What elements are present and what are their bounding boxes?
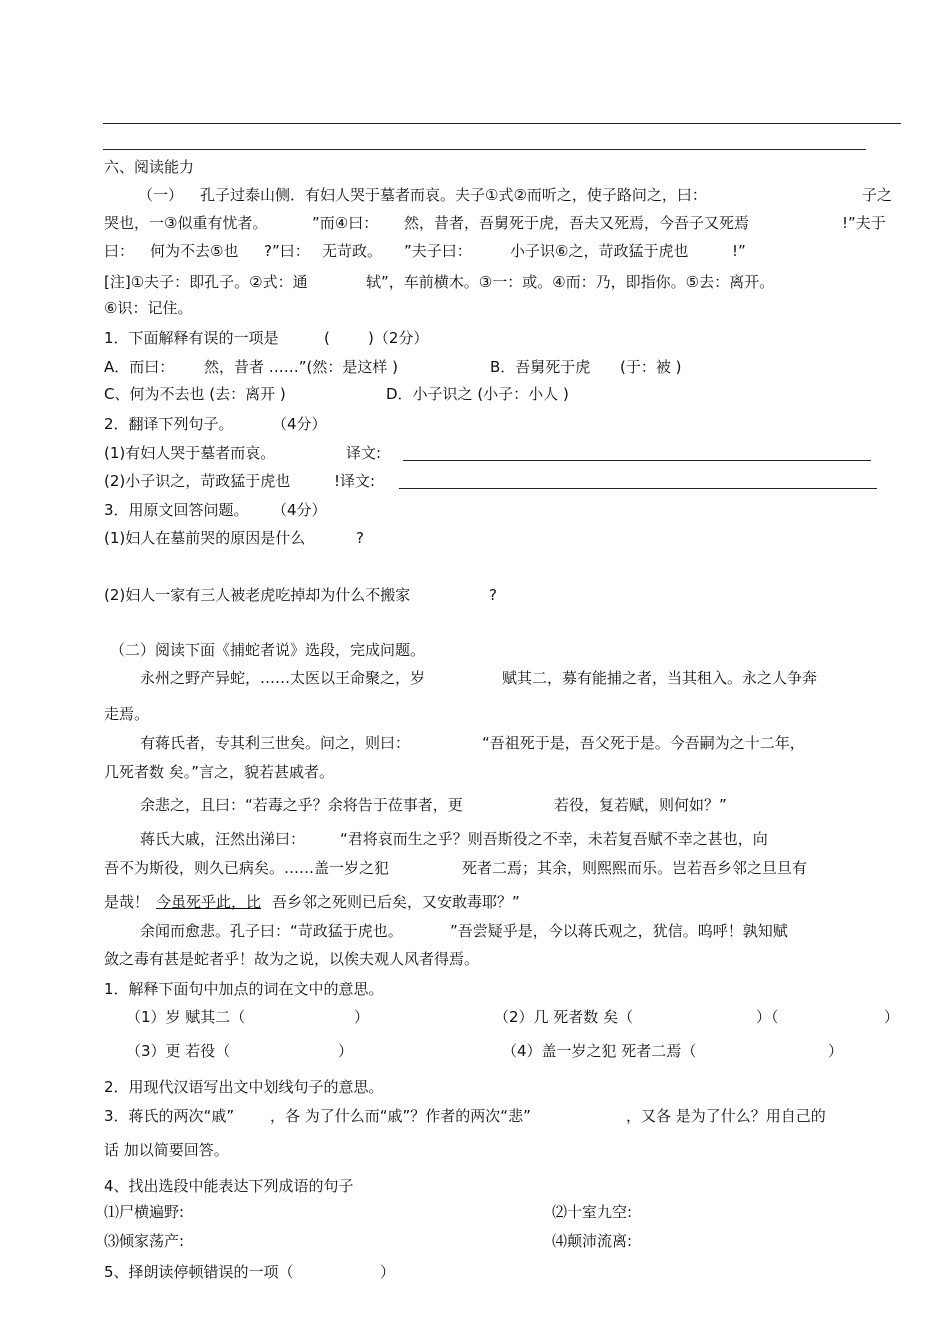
q1-1-option-d: D．小子识之 (小子：小人 ) — [386, 385, 569, 403]
passage1-line1: 孔子过泰山侧．有妇人哭于墓者而哀。夫子①式②而听之，使子路问之，曰： — [200, 186, 707, 204]
passage2-p2-c: 几死者数 矣。”言之，貌若甚戚者。 — [104, 763, 335, 781]
passage1-line3-d: 无苛政。 — [322, 242, 383, 260]
q1-2: 2．翻译下列句子。 — [104, 415, 234, 433]
passage2-p1-a: 永州之野产异蛇，……太医以王命聚之，岁 — [140, 669, 426, 687]
passage2-p4-c: 吾不为斯役，则久已病矣。……盖一岁之犯 — [104, 859, 390, 877]
q1-1-option-a-b: 然，昔者 ……”(然：是这样 ) — [204, 358, 399, 376]
q2-3-b: ，各 为了什么而“戚”？作者的两次“悲” — [270, 1107, 531, 1125]
q2-4-2: ⑵十室九空: — [552, 1203, 633, 1221]
passage2-p5-b: ”吾尝疑乎是，今以蒋氏观之，犹信。呜呼！孰知赋 — [450, 922, 788, 940]
q1-3-2: (2)妇人一家有三人被老虎吃掉却为什么不搬家 — [104, 586, 411, 604]
passage1-line2-c: 然，昔者，吾舅死于虎，吾夫又死焉，今吾子又死焉 — [404, 214, 750, 232]
passage2-p1-b: 赋其二，募有能捕之者，当其租入。永之人争奔 — [502, 669, 818, 687]
q1-3-1: (1)妇人在墓前哭的原因是什么 — [104, 529, 306, 547]
top-rule-1 — [103, 123, 901, 124]
top-rule-2 — [103, 149, 866, 150]
passage2-p3-b: 若役，复若赋，则何如？” — [554, 796, 727, 814]
q1-2-score: （4分） — [272, 415, 327, 433]
q1-3-score: （4分） — [272, 501, 327, 519]
passage2-p3-a: 余悲之，且曰：“若毒之乎？余将告于莅事者，更 — [140, 796, 463, 814]
q2-1-2-end: ） — [884, 1008, 900, 1026]
passage1-line2: 哭也，一③似重有忧者。 — [104, 214, 268, 232]
passage2-heading: （二）阅读下面《捕蛇者说》选段，完成问题。 — [110, 641, 426, 659]
q1-2-2-answer-line[interactable] — [399, 488, 877, 489]
passage1-line3-a: 曰： — [104, 242, 135, 260]
q2-1-4-end: ） — [828, 1042, 844, 1060]
passage2-p2-a: 有蒋氏者，专其利三世矣。问之，则曰： — [140, 734, 411, 752]
passage1-line2-tail: !”夫于 — [842, 214, 886, 232]
q1-3-2-q: ? — [489, 586, 497, 604]
q2-1-3-end: ） — [338, 1042, 354, 1060]
q1-1-option-c: C、何为不去也 (去：离开 ) — [104, 385, 286, 403]
q2-4: 4、找出选段中能表达下列成语的句子 — [104, 1177, 354, 1195]
q2-1-4: （4）盖一岁之犯 死者二焉（ — [502, 1042, 697, 1060]
q2-1: 1．解释下面句中加点的词在文中的意思。 — [104, 980, 384, 998]
q1-3-1-q: ? — [356, 529, 364, 547]
section-title: 六、阅读能力 — [104, 158, 195, 176]
q1-2-1-label: 译文: — [346, 444, 382, 462]
passage1-note1: [注]①夫子：即孔子。②式：通 — [104, 273, 308, 291]
passage2-p1-c: 走焉。 — [104, 705, 150, 723]
passage1-note1-b: 轼”，车前横木。③一：或。④而：乃，即指你。⑤去：离开。 — [366, 273, 775, 291]
q1-2-1: (1)有妇人哭于墓者而哀。 — [104, 444, 276, 462]
q2-5-end: ） — [380, 1263, 396, 1281]
q1-1-option-b-b: (于：被 ) — [620, 358, 682, 376]
q1-1: 1．下面解释有误的一项是 — [104, 329, 279, 347]
passage1-line2-b: ”而④曰： — [312, 214, 379, 232]
passage2-p4-b: “君将哀而生之乎？则吾斯役之不幸，未若复吾赋不幸之甚也，向 — [340, 830, 768, 848]
q1-1-option-b: B．吾舅死于虎 — [490, 358, 591, 376]
q1-2-1-answer-line[interactable] — [403, 460, 871, 461]
q1-3: 3．用原文回答问题。 — [104, 501, 249, 519]
q2-4-4: ⑷颠沛流离: — [552, 1232, 633, 1250]
passage1-line3-e: ”夫子曰： — [404, 242, 472, 260]
passage2-p5-a: 余闻而愈悲。孔子曰：“苛政猛于虎也。 — [140, 922, 403, 940]
passage2-p4-g: 吾乡邻之死则已后矣，又安敢毒耶？” — [272, 893, 520, 911]
q2-1-2-mid: ）（ — [756, 1008, 779, 1026]
q1-2-2-label: !译文: — [334, 472, 376, 490]
q2-4-1: ⑴尸横遍野: — [104, 1203, 185, 1221]
passage1-line3-b: 何为不去⑤也 — [150, 242, 239, 260]
q1-1-end: )（2分） — [368, 329, 429, 347]
passage2-p5-c: 敛之毒有甚是蛇者乎！故为之说，以俟夫观人风者得焉。 — [104, 950, 480, 968]
passage1-line3-c: ?”曰： — [264, 242, 310, 260]
q2-2: 2．用现代汉语写出文中划线句子的意思。 — [104, 1078, 384, 1096]
q2-1-3: （3）更 若役（ — [126, 1042, 231, 1060]
q2-3-a: 3．蒋氏的两次“戚” — [104, 1107, 235, 1125]
q2-4-3: ⑶倾家荡产: — [104, 1232, 185, 1250]
q2-3-c: ，又各 是为了什么？用自己的 — [626, 1107, 826, 1125]
passage1-label: （一） — [138, 186, 184, 204]
q2-1-1-end: ） — [354, 1008, 370, 1026]
q1-1-paren: ( — [324, 329, 330, 347]
q1-2-2: (2)小子识之，苛政猛于虎也 — [104, 472, 291, 490]
q1-1-option-a: A．而曰： — [104, 358, 175, 376]
passage1-note2: ⑥识：记住。 — [104, 299, 193, 317]
passage2-p2-b: “吾祖死于是，吾父死于是。今吾嗣为之十二年， — [482, 734, 805, 752]
passage1-line3-g: !” — [732, 242, 746, 260]
passage1-line1-tail: 子之 — [862, 186, 893, 204]
passage2-p4-a: 蒋氏大戚，汪然出涕曰： — [140, 830, 306, 848]
q2-1-2: （2）几 死者数 矣（ — [494, 1008, 634, 1026]
passage2-p4-e: 是哉！ — [104, 893, 150, 911]
passage2-p4-underlined: 今虽死乎此，比 — [156, 893, 262, 911]
passage1-line3-f: 小子识⑥之，苛政猛于虎也 — [510, 242, 689, 260]
q2-3-d: 话 加以简要回答。 — [104, 1141, 229, 1159]
q2-5: 5、择朗读停顿错误的一项（ — [104, 1263, 294, 1281]
passage2-p4-d: 死者二焉；其余，则熙熙而乐。岂若吾乡邻之旦旦有 — [462, 859, 808, 877]
q2-1-1: （1）岁 赋其二（ — [126, 1008, 246, 1026]
